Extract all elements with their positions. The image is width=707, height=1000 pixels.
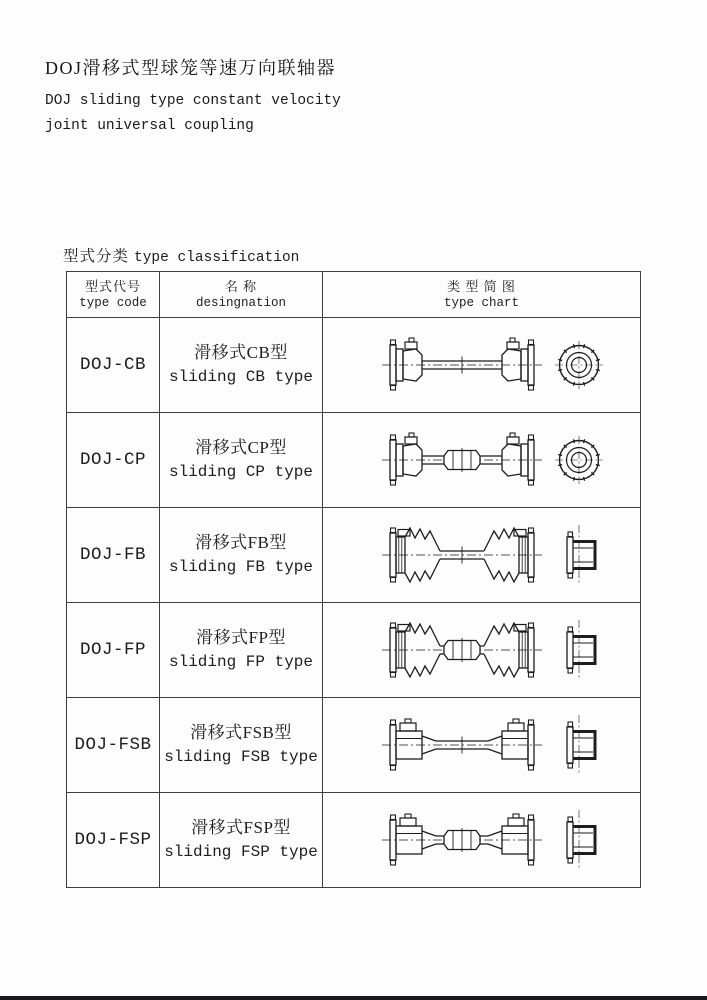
type-chart-cell [323,508,641,603]
type-code-cell: DOJ-FB [67,508,160,603]
page-title-en-line2: joint universal coupling [45,118,254,134]
section-heading-en: type classification [134,250,300,266]
designation-en: sliding FB type [168,558,314,576]
header-type-chart [323,272,641,318]
designation-en: sliding FSB type [164,748,318,766]
table-row [67,793,641,888]
coupling-drawing [332,607,632,693]
coupling-drawing [332,797,632,883]
table-row [67,698,641,793]
header-type-code-cn: 型式代号 [84,279,141,294]
designation-cell [160,698,323,793]
coupling-drawing [332,512,632,598]
type-code-cell: DOJ-CP [67,413,160,508]
title-block [45,54,341,139]
designation-cn: 滑移式FB型 [195,533,287,552]
table-row [67,508,641,603]
page-title-en-line1: DOJ sliding type constant velocity [45,93,341,109]
type-classification-table [66,271,641,888]
table-row [67,603,641,698]
table-header [67,272,641,318]
table-header-row [67,272,641,318]
designation-en: sliding FP type [168,653,314,671]
type-code-cell: DOJ-CB [67,318,160,413]
header-designation-cn: 名 称 [224,279,258,294]
header-type-chart-cn: 类 型 简 图 [447,279,516,294]
designation-cell [160,413,323,508]
designation-cell [160,793,323,888]
table-row [67,318,641,413]
designation-en: sliding FSP type [164,843,318,861]
type-chart-cell [323,603,641,698]
page-title-cn: DOJ滑移式型球笼等速万向联轴器 [45,58,337,78]
type-chart-cell [323,318,641,413]
designation-en: sliding CP type [168,463,314,481]
designation-cn: 滑移式CP型 [195,438,287,457]
type-code-cell: DOJ-FSP [67,793,160,888]
type-chart-cell [323,793,641,888]
header-type-code [67,272,160,318]
header-designation [160,272,323,318]
header-type-code-en: type code [79,296,147,310]
designation-cn: 滑移式CB型 [194,343,288,362]
page-bottom-edge [0,996,707,1000]
coupling-drawing [332,702,632,788]
designation-cell [160,603,323,698]
type-chart-cell [323,698,641,793]
section-heading [63,244,299,266]
designation-cell [160,508,323,603]
header-designation-en: desingnation [195,296,286,310]
coupling-drawing [332,417,632,503]
table-row [67,413,641,508]
type-chart-cell [323,413,641,508]
header-type-chart-en: type chart [443,296,519,310]
table-body [67,318,641,888]
designation-cn: 滑移式FSP型 [191,818,291,837]
coupling-drawing [332,322,632,408]
designation-cn: 滑移式FP型 [196,628,286,647]
type-code-cell: DOJ-FP [67,603,160,698]
designation-en: sliding CB type [168,368,314,386]
designation-cn: 滑移式FSB型 [190,723,292,742]
type-code-cell: DOJ-FSB [67,698,160,793]
section-heading-cn: 型式分类 [63,248,130,265]
designation-cell [160,318,323,413]
